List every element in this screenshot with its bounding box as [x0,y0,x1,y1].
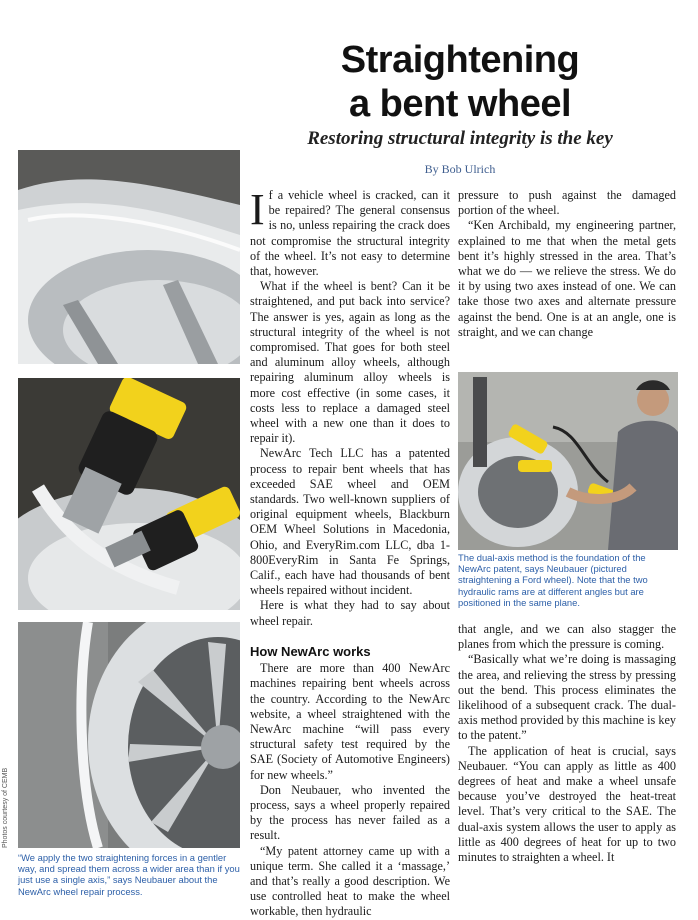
photo-credit-text: Photos courtesy of CEMB [2,767,9,848]
photo-caption-technician: The dual-axis method is the foundation of the NewArc patent, says Neubauer (pictured straightening a Ford wheel). Note that the two hydraulic rams are at different angles but are positioned in the same plane. [458,552,648,608]
photo-caption-spokes: “We apply the two straightening forces in a gentler way, and spread them across a wider area than if you just use a single axis,” says Neubauer about the NewArc wheel repair process. [18,852,240,897]
article-column-2 [458,188,676,340]
photo-hydraulic-ram [18,378,240,610]
paragraph: Here is what they had to say about wheel repair. [250,598,450,628]
paragraph: “Ken Archibald, my engineering partner, explained to me that when the metal gets bent it’s highly stressed in the area. That’s what we do — we relieve the stress. We do it by using two axes instead of one. We can take those two axes and alternate pressure against the bend. One is at an angle, one is straight, and we can change [458,218,676,339]
title-line-2: a bent wheel [348,83,572,125]
photo-wheel-rim [18,150,240,364]
paragraph: that angle, and we can also stagger the planes from which the pressure is coming. [458,622,676,652]
photo-technician-straightening [458,372,678,550]
paragraph: The application of heat is crucial, says Neubauer. “You can apply as little as 400 degrees of heat and make a wheel unsafe because you’ve destroyed the heat-treat level. That’s very critical to the SAE. The dual-axis system allows the user to apply as little as 400 degrees of heat for up to two minutes to straighten a wheel. It [458,743,676,865]
byline: By Bob Ulrich [424,162,496,176]
article-column-1-continued [250,636,450,920]
title-line-1: Straightening [340,39,580,81]
paragraph: pressure to push against the damaged portion of the wheel. [458,188,676,218]
paragraph: NewArc Tech LLC has a patented process to repair bent wheels that has exceeded SAE wheel and OEM standards. Two well-known suppliers of original equipment wheels, Blackburn OEM Wheel Solutions in Macedonia, Ohio, and EveryRim.com LLC, dba 1-800EveryRim in Santa Fe Springs, Calif., each have had thousands of bent wheels repaired without incident. [250,446,450,598]
article-title [240,38,680,126]
paragraph: What if the wheel is bent? Can it be straightened, and put back into service? The answer is yes, again as long as the structural integrity of the wheel is not compromised. That goes for both steel and aluminum alloy wheels, although repairing aluminum alloy wheels is more cost effective (in some cases, it costs less to replace a damaged steel wheel with a new one than it does to repair it). [250,279,450,446]
photo-credit [2,760,12,850]
paragraph: “My patent attorney came up with a unique term. She called it a ‘massage,’ and that’s really a good description. We use controlled heat to make the wheel workable, then hydraulic [250,843,450,919]
article-column-1 [250,185,450,629]
drop-cap: I [250,185,265,234]
section-heading: How NewArc works [250,644,371,659]
paragraph: f a vehicle wheel is cracked, can it be repaired? The general consensus is no, unless repairing the crack does not compromise the structural integrity of the wheel. It’s not easy to determine that, however. [250,188,450,279]
photo-wheel-spokes [18,622,240,848]
paragraph: “Basically what we’re doing is massaging the area, and relieving the stress by pressing out the bend. This process eliminates the likelihood of a subsequent crack. The dual-axis method provided by this machine is key to the patent.” [458,652,676,743]
article-subtitle: Restoring structural integrity is the key [307,128,613,149]
article-column-2-continued [458,622,676,865]
paragraph: There are more than 400 NewArc machines repairing bent wheels across the country. According to the NewArc website, a wheel straightened with the NewArc machine “will pass every structural safety test required by the SAE (Society of Automotive Engineers) for new wheels.” [250,661,450,782]
paragraph: Don Neubauer, who invented the process, says a wheel properly repaired by the process has never failed as a result. [250,782,450,843]
